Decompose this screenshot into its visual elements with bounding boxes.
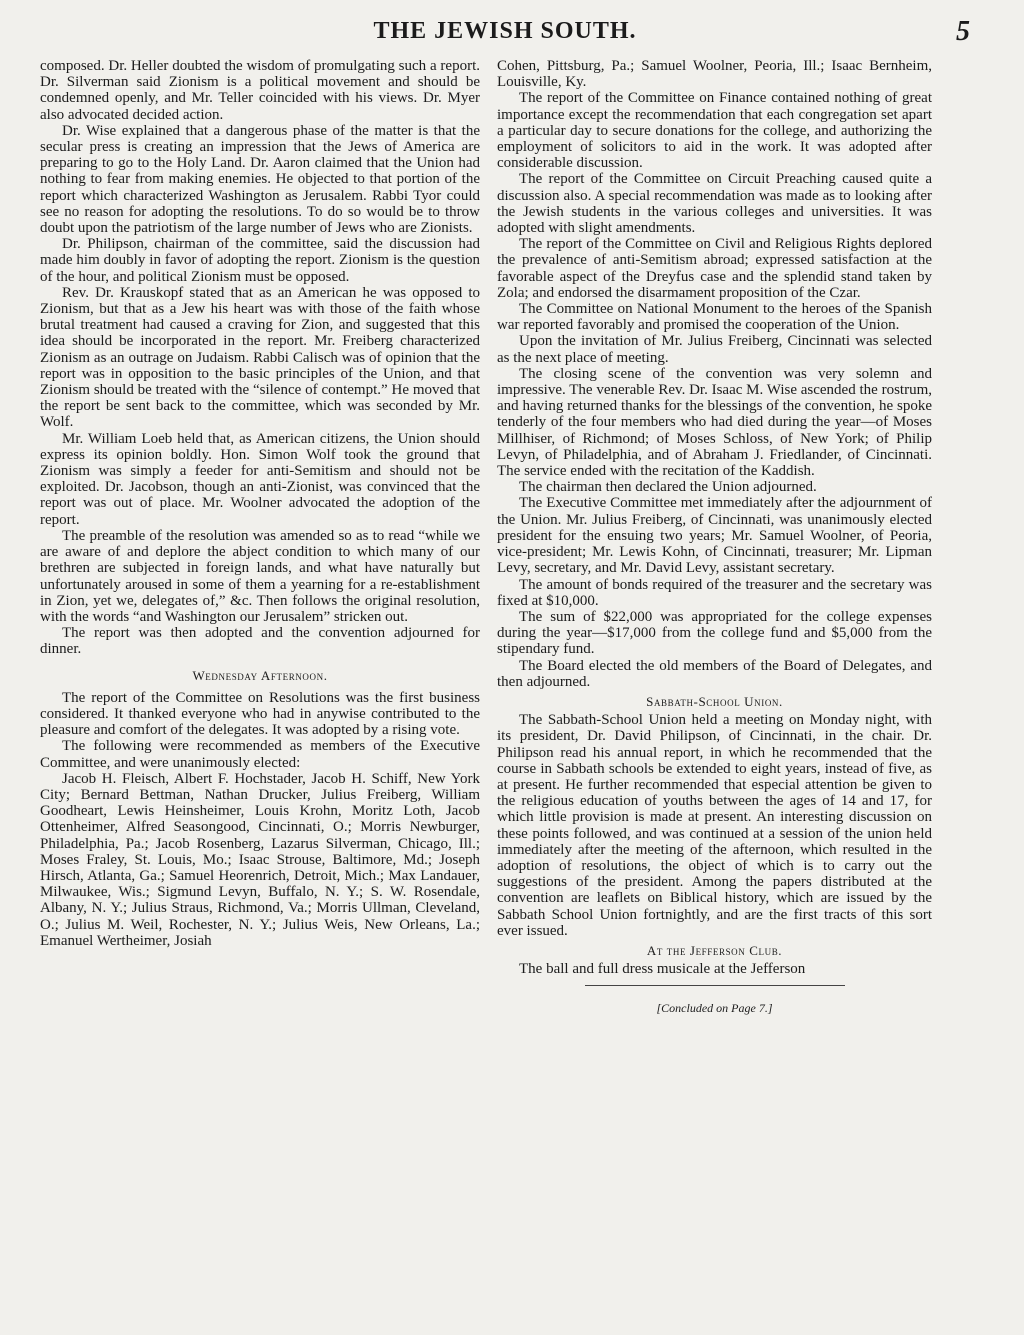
paragraph: Rev. Dr. Krauskopf stated that as an American he was opposed to Zionism, but that as a Jew his heart was with those of the faith whose brutal treatment had caused a craving for Zion, and suggested that this idea should be incorporated in the report. Mr. Freiberg characterized Zionism as an outrage on Judaism. Rabbi Calisch was of opinion that the report was in opposition to the basic principles of the Union, and that Zionism should be treated with the “silence of contempt.” He moved that the report be sent back to the committee, which was seconded by Mr. Wolf.	[40, 284, 480, 431]
paragraph: The closing scene of the convention was very solemn and impressive. The venerable Rev. Dr. Isaac M. Wise ascended the rostrum, and having returned thanks for the blessings of the convention, he spoke tenderly of the four members who had died during the year—of Moses Millhiser, of Richmond; of Moses Schloss, of New York; of Philip Levyn, of Philadelphia, and of Abraham J. Friedlander, of Cincinnati. The service ended with the recitation of the Kaddish.	[497, 365, 932, 480]
page-header	[40, 16, 970, 52]
continuation-note: [Concluded on Page 7.]	[656, 1001, 773, 1016]
right-column	[497, 58, 932, 1017]
paragraph: Cohen, Pittsburg, Pa.; Samuel Woolner, Peoria, Ill.; Isaac Bernheim, Louisville, Ky.	[497, 58, 932, 91]
left-column	[40, 58, 480, 949]
paragraph: Upon the invitation of Mr. Julius Freiberg, Cincinnati was selected as the next place of meeting.	[497, 333, 932, 366]
paragraph: The chairman then declared the Union adjourned.	[519, 479, 817, 496]
paragraph: The Committee on National Monument to the heroes of the Spanish war reported favorably and promised the cooperation of the Union.	[497, 301, 932, 334]
paragraph: The report of the Committee on Circuit Preaching caused quite a discussion also. A special recommendation was made as to looking after the Jewish students in the various colleges and universities. It was adopted with slight amendments.	[497, 171, 932, 237]
paragraph: Mr. William Loeb held that, as American citizens, the Union should express its opinion boldly. Hon. Simon Wolf took the ground that Zionism was simply a feeder for anti-Semitism and should not be exploited. Dr. Jacobson, though an anti-Zionist, was convinced that the report was out of place. Mr. Woolner advocated the adoption of the report.	[40, 430, 480, 528]
paragraph: The report was then adopted and the convention adjourned for dinner.	[40, 625, 480, 658]
paragraph: The following were recommended as members of the Executive Committee, and were unanimously elected:	[40, 738, 480, 771]
paragraph: The preamble of the resolution was amended so as to read “while we are aware of and deplore the abject condition to which many of our brethren are subjected in foreign lands, and what have naturally but unfortunately aroused in some of them a yearning for a re-establishment in Zion, yet we, delegates of,” &c. Then follows the original resolution, with the words “and Washington our Jerusalem” stricken out.	[40, 527, 480, 625]
paragraph: Dr. Philipson, chairman of the committee, said the discussion had made him doubly in favor of adopting the report. Zionism is the question of the hour, and political Zionism must be opposed.	[40, 236, 480, 285]
paragraph: The sum of $22,000 was appropriated for the college expenses during the year—$17,000 from the college fund and $5,000 from the stipendary fund.	[497, 608, 932, 658]
member-list: Jacob H. Fleisch, Albert F. Hochstader, Jacob H. Schiff, New York City; Bernard Bettman, Nathan Drucker, Julius Freiberg, William Goodheart, Lewis Heinsheimer, Louis Krohn, Moritz Loth, Jacob Ottenheimer, Alfred Seasongood, Cincinnati, O.; Morris Newburger, Philadelphia, Pa.; Jacob Rosenberg, Lazarus Silverman, Chicago, Ill.; Moses Fraley, St. Louis, Mo.; Isaac Strouse, Baltimore, Md.; Joseph Hirsch, Atlanta, Ga.; Samuel Heorenrich, Detroit, Mich.; Max Landauer, Milwaukee, Wis.; Sigmund Levyn, Buffalo, N. Y.; S. W. Rosendale, Albany, N. Y.; Julius Straus, Richmond, Va.; Morris Ullman, Cleveland, O.; Julius M. Weil, Rochester, N. Y.; Julius Weis, New Orleans, La.; Emanuel Wertheimer, Josiah	[40, 770, 480, 949]
paragraph: Dr. Wise explained that a dangerous phase of the matter is that the secular press is creating an impression that the Jews of America are preparing to go to the Holy Land. Dr. Aaron claimed that the Union had nothing to fear from making enemies. He objected to that portion of the report which characterized Washington as Jerusalem. Rabbi Tyor could see no reason for adopting the resolutions. To do so would be to throw doubt upon the patriotism of the large number of Jews who are Zionists.	[40, 122, 480, 237]
paragraph: The report of the Committee on Finance contained nothing of great importance except the recommendation that each congregation set apart a particular day to secure donations for the college, and authorizing the employment of solicitors to aid in the work. It was adopted after considerable discussion.	[497, 90, 932, 172]
paragraph: The report of the Committee on Civil and Religious Rights deplored the prevalence of anti-Semitism abroad; expressed satisfaction at the favorable aspect of the Dreyfus case and the splendid stand taken by Zola; and endorsed the disarmament proposition of the Czar.	[497, 236, 932, 301]
divider	[585, 985, 845, 986]
section-heading: Wednesday Afternoon.	[192, 667, 328, 683]
paragraph: The ball and full dress musicale at the Jefferson	[519, 961, 806, 978]
page-number: 5	[956, 16, 970, 47]
paragraph: The amount of bonds required of the treasurer and the secretary was fixed at $10,000.	[497, 576, 932, 609]
paragraph: The Executive Committee met immediately after the adjournment of the Union. Mr. Julius Freiberg, of Cincinnati, was unanimously elected president for the ensuing two years; Mr. Samuel Woolner, of Peoria, vice-president; Mr. Lewis Kohn, of Cincinnati, treasurer; Mr. Lipman Levy, secretary, and Mr. David Levy, assistant secretary.	[497, 495, 932, 577]
paragraph: composed. Dr. Heller doubted the wisdom of promulgating such a report. Dr. Silverman said Zionism is a political movement and should be condemned openly, and Mr. Teller coincided with his views. Dr. Myer also advocated decided action.	[40, 58, 480, 123]
section-heading: Sabbath-School Union.	[646, 693, 783, 709]
paragraph: The report of the Committee on Resolutions was the first business considered. It thanked everyone who had in anywise contributed to the pleasure and comfort of the delegates. It was adopted by a rising vote.	[40, 689, 480, 739]
section-heading: At the Jefferson Club.	[646, 942, 783, 958]
paragraph: The Board elected the old members of the Board of Delegates, and then adjourned.	[497, 657, 932, 690]
paragraph: The Sabbath-School Union held a meeting on Monday night, with its president, Dr. David Philipson, of Cincinnati, in the chair. Dr. Philipson read his annual report, in which he recommended that the course in Sabbath schools be extended to eight years, instead of five, as at present. He further recommended that especial attention be given to the religious education of youths between the ages of 14 and 17, for which little provision is made at present. An interesting discussion on these points followed, and was continued at a session of the union held immediately after the meeting of the afternoon, which resulted in the adoption of resolutions, the object of which is to carry out the suggestions of the president. Among the papers distributed at the convention are leaflets on Biblical history, which are issued by the Sabbath School Union fortnightly, and are the first tracts of this sort ever issued.	[497, 712, 932, 939]
masthead-title: THE JEWISH SOUTH.	[373, 18, 637, 44]
